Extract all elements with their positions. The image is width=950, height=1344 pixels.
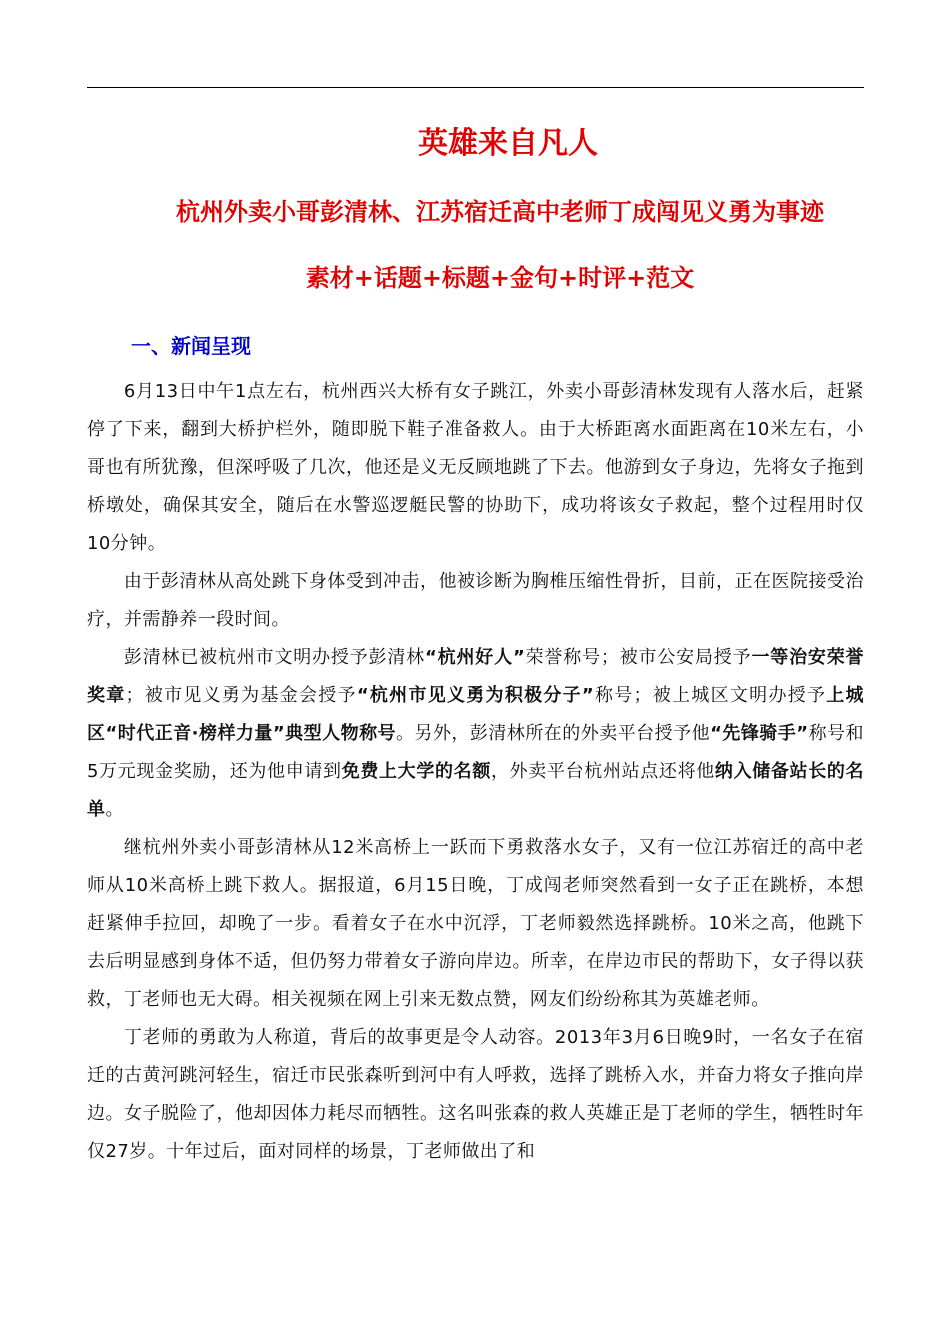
text-run: ，外卖平台杭州站点还将他	[490, 761, 715, 782]
bold-text-run: “杭州市见义勇为积极分子”	[356, 685, 595, 706]
body-paragraph	[87, 563, 864, 639]
bold-text-run: “先锋骑手”	[710, 723, 809, 744]
text-run: 称号和5万元现金奖励，还为他申请到	[87, 723, 864, 782]
header-rule	[87, 87, 864, 88]
body-paragraph	[87, 373, 864, 563]
text-run: 。另外，彭清林所在的外卖平台授予他	[396, 723, 711, 744]
text-run: 由于彭清林从高处跳下身体受到冲击，他被诊断为胸椎压缩性骨折，目前，正在医院接受治疗，并需静养一段时间。	[87, 571, 864, 630]
text-run: 。	[105, 799, 124, 820]
text-run: 称号；被上城区文明办授予	[594, 685, 827, 706]
document-subtitle-topics: 素材+话题+标题+金句+时评+范文	[305, 263, 695, 292]
text-run: 彭清林已被杭州市文明办授予彭清林	[123, 647, 426, 668]
document-subtitle: 杭州外卖小哥彭清林、江苏宿迁高中老师丁成闯见义勇为事迹	[176, 197, 824, 226]
bold-text-run: 上城区“时代正音·榜样力量”典型人物称号	[87, 685, 864, 744]
bold-text-run: 纳入储备站长的名单	[87, 761, 864, 820]
document-title: 英雄来自凡人	[418, 126, 598, 161]
text-run: 丁老师的勇敢为人称道，背后的故事更是令人动容。2013年3月6日晚9时，一名女子在宿迁的古黄河跳河轻生，宿迁市民张森听到河中有人呼救，选择了跳桥入水，并奋力将女子推向岸边。女子脱险了，他却因体力耗尽而牺牲。这名叫张森的救人英雄正是丁老师的学生，牺牲时年仅27岁。十年过后，面对同样的场景，丁老师做出了和	[87, 1027, 864, 1162]
text-run: 继杭州外卖小哥彭清林从12米高桥上一跃而下勇救落水女子，又有一位江苏宿迁的高中老师从10米高桥上跳下救人。据报道，6月15日晚，丁成闯老师突然看到一女子正在跳桥，本想赶紧伸手拉回，却晚了一步。看着女子在水中沉浮，丁老师毅然选择跳桥。10米之高，他跳下去后明显感到身体不适，但仍努力带着女子游向岸边。所幸，在岸边市民的帮助下，女子得以获救，丁老师也无大碍。相关视频在网上引来无数点赞，网友们纷纷称其为英雄老师。	[87, 837, 864, 1010]
bold-text-run: 免费上大学的名额	[341, 761, 491, 782]
bold-text-run: “杭州好人”	[425, 647, 526, 668]
document-body	[87, 373, 864, 1171]
text-run: 6月13日中午1点左右，杭州西兴大桥有女子跳江，外卖小哥彭清林发现有人落水后，赶紧停了下来，翻到大桥护栏外，随即脱下鞋子准备救人。由于大桥距离水面距离在10米左右，小哥也有所犹豫，但深呼吸了几次，他还是义无反顾地跳了下去。他游到女子身边，先将女子拖到桥墩处，确保其安全，随后在水警巡逻艇民警的协助下，成功将该女子救起，整个过程用时仅10分钟。	[87, 381, 864, 554]
body-paragraph	[87, 829, 864, 1019]
body-paragraph	[87, 639, 864, 829]
section-heading: 一、新闻呈现	[131, 334, 251, 358]
text-run: ；被市见义勇为基金会授予	[125, 685, 357, 706]
body-paragraph	[87, 1019, 864, 1171]
bold-text-run: 一等治安荣誉奖章	[87, 647, 865, 706]
text-run: 荣誉称号；被市公安局授予	[525, 647, 752, 668]
